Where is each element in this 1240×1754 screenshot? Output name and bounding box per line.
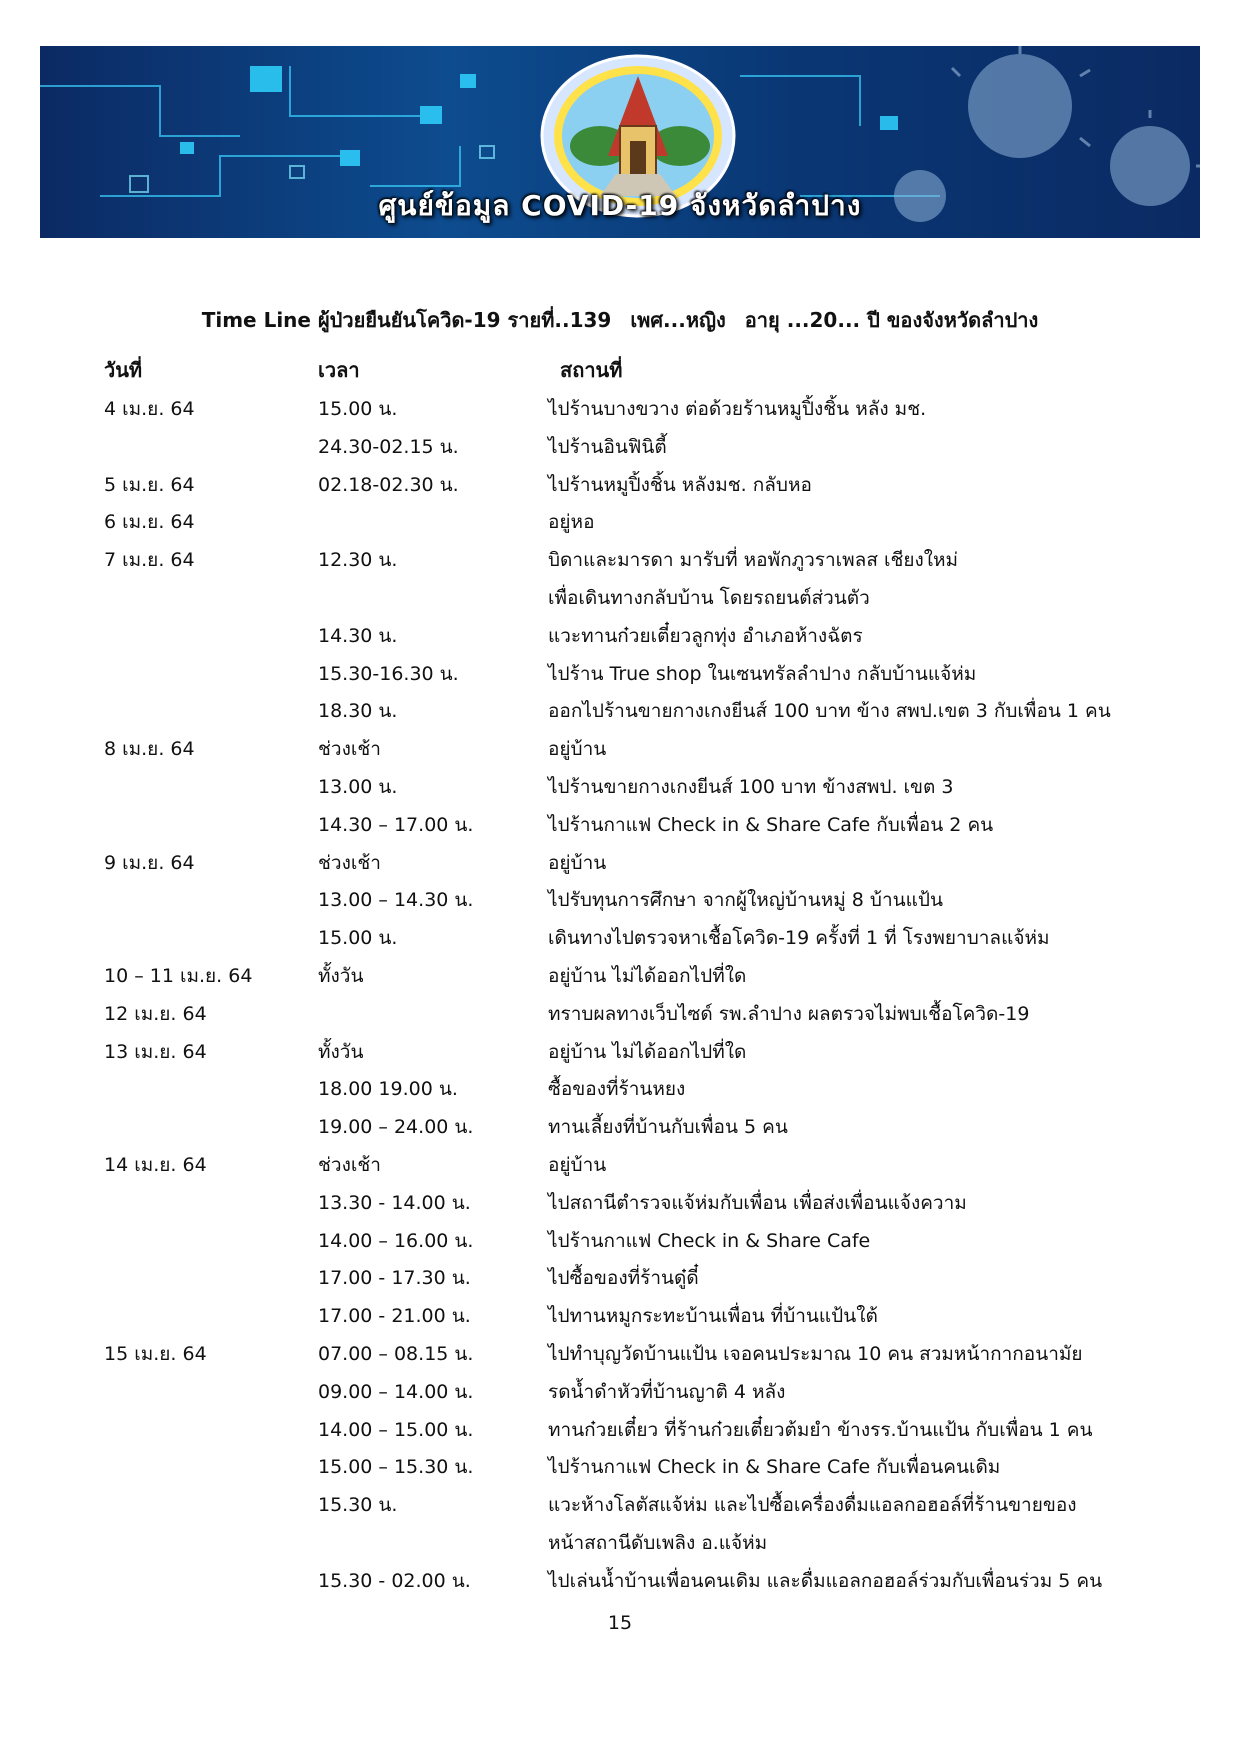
- table-row: [0, 734, 1240, 771]
- row-place: อยู่บ้าน ไม่ได้ออกไปที่ใด: [548, 1040, 747, 1063]
- table-row: [0, 545, 1240, 582]
- row-time: ทั้งวัน: [318, 1040, 364, 1063]
- table-row: [0, 1037, 1240, 1074]
- table-row: [0, 583, 1240, 620]
- table-row: [0, 1226, 1240, 1263]
- row-place: ไปร้านขายกางเกงยีนส์ 100 บาท ข้างสพป. เขต 3: [548, 776, 954, 798]
- table-row: [0, 696, 1240, 733]
- row-place: อยู่หอ: [548, 511, 595, 534]
- table-row: [0, 1528, 1240, 1565]
- row-place: ไปรับทุนการศึกษา จากผู้ใหญ่บ้านหมู่ 8 บ้านแป้น: [548, 889, 943, 912]
- table-row: [0, 810, 1240, 847]
- row-place: อยู่บ้าน: [548, 738, 607, 761]
- row-time: ช่วงเช้า: [318, 738, 381, 761]
- row-place: ไปซื้อของที่ร้านดู๋ดี๋: [548, 1267, 699, 1290]
- row-time: 19.00 – 24.00 น.: [318, 1116, 474, 1139]
- row-time: 17.00 - 17.30 น.: [318, 1267, 471, 1290]
- row-time: 17.00 - 21.00 น.: [318, 1305, 471, 1328]
- title-sex: เพศ...หญิง: [630, 308, 726, 332]
- table-row: [0, 1377, 1240, 1414]
- row-place: ไปร้าน True shop ในเซนทรัลลำปาง กลับบ้านแจ้ห่ม: [548, 662, 977, 685]
- header-date: วันที่: [104, 358, 143, 382]
- row-time: ช่วงเช้า: [318, 851, 381, 874]
- row-time: 15.30 - 02.00 น.: [318, 1569, 471, 1592]
- row-place: ไปร้านหมูปิ้งชิ้น หลังมช. กลับหอ: [548, 473, 812, 496]
- row-time: 15.00 – 15.30 น.: [318, 1456, 474, 1479]
- table-row: [0, 1415, 1240, 1452]
- table-row: [0, 1452, 1240, 1489]
- row-place: อยู่บ้าน: [548, 1154, 607, 1176]
- table-row: [0, 1339, 1240, 1376]
- row-time: 02.18-02.30 น.: [318, 473, 459, 496]
- row-time: 09.00 – 14.00 น.: [318, 1380, 474, 1403]
- row-place: อยู่บ้าน: [548, 851, 607, 874]
- row-place: ไปสถานีตำรวจแจ้ห่มกับเพื่อน เพื่อส่งเพื่อนแจ้งความ: [548, 1191, 967, 1214]
- header-time: เวลา: [318, 358, 360, 382]
- row-time: 18.00 19.00 น.: [318, 1078, 458, 1101]
- row-place: เดินทางไปตรวจหาเชื้อโควิด-19 ครั้งที่ 1 ที่ โรงพยาบาลแจ้ห่ม: [548, 927, 1050, 950]
- table-row: [0, 1112, 1240, 1149]
- row-place: ไปทำบุญวัดบ้านแป้น เจอคนประมาณ 10 คน สวมหน้ากากอนามัย: [548, 1343, 1083, 1365]
- row-date: 5 เม.ย. 64: [104, 473, 195, 496]
- row-place: ไปร้านกาแฟ Check in & Share Cafe: [548, 1229, 871, 1252]
- row-place: บิดาและมารดา มารับที่ หอพักภูวราเพลส เชียงใหม่: [548, 549, 959, 572]
- row-date: 8 เม.ย. 64: [104, 738, 195, 761]
- row-place: ไปทานหมูกระทะบ้านเพื่อน ที่บ้านแป้นใต้: [548, 1305, 878, 1328]
- row-date: 4 เม.ย. 64: [104, 398, 195, 420]
- row-place: ทราบผลทางเว็บไซด์ รพ.ลำปาง ผลตรวจไม่พบเชื้อโควิด-19: [548, 1002, 1030, 1025]
- row-place: แวะห้างโลตัสแจ้ห่ม และไปซื้อเครื่องดื่มแอลกอฮอล์ที่ร้านขายของ: [548, 1494, 1077, 1517]
- row-date: 15 เม.ย. 64: [104, 1343, 207, 1365]
- title-age: อายุ ...20... ปี ของจังหวัดลำปาง: [744, 308, 1039, 332]
- table-row: [0, 432, 1240, 469]
- row-time: ช่วงเช้า: [318, 1154, 381, 1176]
- row-time: ทั้งวัน: [318, 965, 364, 987]
- row-place: ทานก๋วยเตี๋ยว ที่ร้านก๋วยเตี๋ยวต้มยำ ข้างรร.บ้านแป้น กับเพื่อน 1 คน: [548, 1418, 1093, 1441]
- row-time: 13.30 - 14.00 น.: [318, 1191, 471, 1214]
- row-date: 9 เม.ย. 64: [104, 851, 195, 874]
- banner-title: ศูนย์ข้อมูล COVID-19 จังหวัดลำปาง: [378, 189, 862, 222]
- row-time: 14.30 – 17.00 น.: [318, 813, 474, 836]
- row-date: 7 เม.ย. 64: [104, 549, 195, 572]
- row-place: ไปร้านกาแฟ Check in & Share Cafe กับเพื่อนคนเดิม: [548, 1456, 1001, 1479]
- table-row: [0, 961, 1240, 998]
- table-row: [0, 1490, 1240, 1527]
- table-row: [0, 394, 1240, 431]
- row-time: 14.30 น.: [318, 624, 398, 647]
- table-row: [0, 923, 1240, 960]
- row-time: 15.00 น.: [318, 927, 398, 950]
- row-place: ซื้อของที่ร้านหยง: [548, 1078, 686, 1101]
- row-time: 15.30-16.30 น.: [318, 662, 459, 685]
- row-date: 14 เม.ย. 64: [104, 1154, 207, 1176]
- table-row: [0, 885, 1240, 922]
- row-place: ไปร้านกาแฟ Check in & Share Cafe กับเพื่อน 2 คน: [548, 813, 994, 836]
- row-place: ไปเล่นน้ำบ้านเพื่อนคนเดิม และดื่มแอลกอฮอล์ร่วมกับเพื่อนร่วม 5 คน: [548, 1569, 1103, 1592]
- table-row: [0, 1150, 1240, 1187]
- row-place: ออกไปร้านขายกางเกงยีนส์ 100 บาท ข้าง สพป.เขต 3 กับเพื่อน 1 คน: [548, 700, 1111, 723]
- row-time: 12.30 น.: [318, 549, 398, 572]
- row-place: หน้าสถานีดับเพลิง อ.แจ้ห่ม: [548, 1532, 768, 1554]
- table-row: [0, 470, 1240, 507]
- row-time: 14.00 – 15.00 น.: [318, 1418, 474, 1441]
- table-row: [0, 1188, 1240, 1225]
- table-row: [0, 999, 1240, 1036]
- row-time: 07.00 – 08.15 น.: [318, 1343, 474, 1365]
- row-place: ทานเลี้ยงที่บ้านกับเพื่อน 5 คน: [548, 1116, 788, 1139]
- table-row: [0, 772, 1240, 809]
- row-place: อยู่บ้าน ไม่ได้ออกไปที่ใด: [548, 965, 747, 987]
- table-row: [0, 507, 1240, 544]
- row-time: 13.00 น.: [318, 776, 398, 798]
- header-banner: [40, 46, 1200, 238]
- row-date: 13 เม.ย. 64: [104, 1040, 207, 1063]
- title-case-number: Time Line ผู้ป่วยยืนยันโควิด-19 รายที่..139: [201, 308, 612, 332]
- page-number: 15: [607, 1612, 633, 1634]
- row-place: ไปร้านบางขวาง ต่อด้วยร้านหมูปิ้งชิ้น หลัง มช.: [548, 398, 927, 420]
- header-place: สถานที่: [560, 358, 623, 382]
- row-place: รดน้ำดำหัวที่บ้านญาติ 4 หลัง: [548, 1380, 786, 1403]
- row-time: 24.30-02.15 น.: [318, 435, 459, 458]
- row-date: 10 – 11 เม.ย. 64: [104, 965, 253, 987]
- row-time: 14.00 – 16.00 น.: [318, 1229, 474, 1252]
- table-row: [0, 621, 1240, 658]
- row-place: ไปร้านอินฟินิตี้: [548, 435, 667, 458]
- row-place: เพื่อเดินทางกลับบ้าน โดยรถยนต์ส่วนตัว: [548, 587, 870, 609]
- row-date: 12 เม.ย. 64: [104, 1002, 207, 1025]
- row-time: 15.30 น.: [318, 1494, 398, 1517]
- row-place: แวะทานก๋วยเตี๋ยวลูกทุ่ง อำเภอห้างฉัตร: [548, 624, 863, 647]
- table-row: [0, 1263, 1240, 1300]
- page-title: [0, 304, 1240, 336]
- table-row: [0, 1566, 1240, 1603]
- row-time: 13.00 – 14.30 น.: [318, 889, 474, 912]
- row-time: 18.30 น.: [318, 700, 398, 723]
- row-date: 6 เม.ย. 64: [104, 511, 195, 534]
- table-row: [0, 1074, 1240, 1111]
- table-row: [0, 848, 1240, 885]
- row-time: 15.00 น.: [318, 398, 398, 420]
- table-row: [0, 659, 1240, 696]
- table-row: [0, 1301, 1240, 1338]
